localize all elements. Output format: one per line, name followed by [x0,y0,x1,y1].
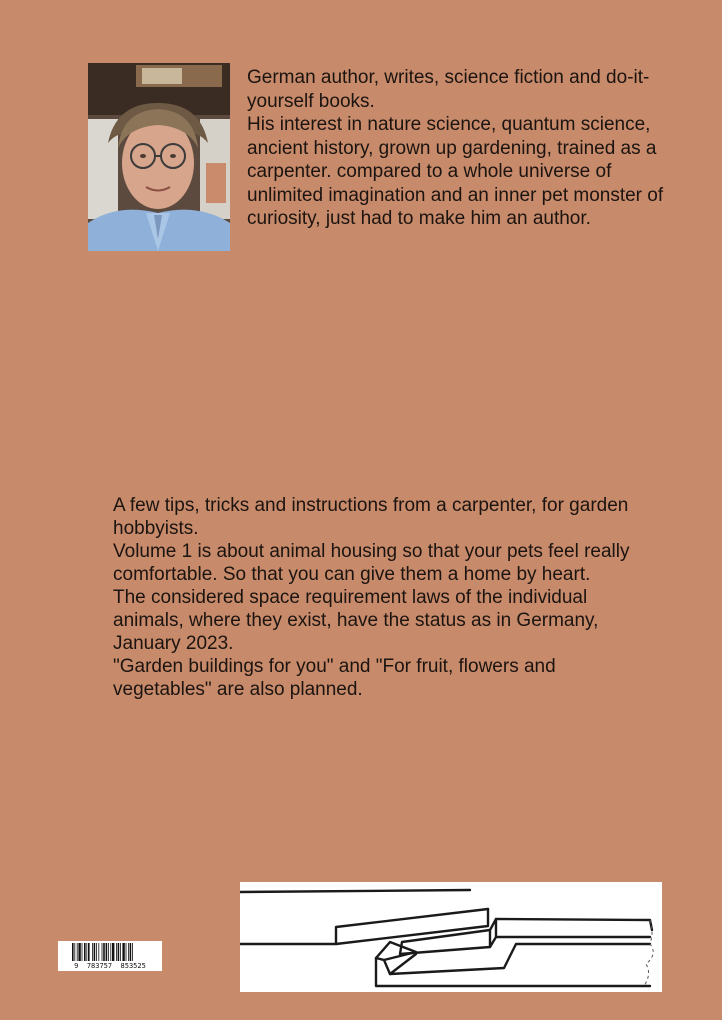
barcode-bar [94,943,96,961]
isbn-barcode [58,941,162,971]
barcode-bar [78,943,80,961]
barcode-bar [74,943,75,961]
wood-joint-sketch-icon [240,882,662,992]
author-photo [88,63,230,251]
author-portrait-icon [88,63,230,251]
barcode-bar [102,943,103,961]
book-description-line: Volume 1 is about animal housing so that your pets feel really comfortable. So that you can give them a home by heart. [113,541,630,585]
author-bio-line: German author, writes, science fiction and do-it-yourself books. [247,67,650,112]
barcode-bar [103,943,105,961]
barcode-bar [82,943,83,961]
barcode-bar [108,943,109,961]
barcode-bar [126,943,127,961]
barcode-bar [92,943,93,961]
author-bio [247,66,687,231]
barcode-bar [130,943,132,961]
barcode-bar [106,943,108,961]
barcode-bar [110,943,111,961]
book-description-line: A few tips, tricks and instructions from a carpenter, for garden hobbyists. [113,495,629,539]
barcode-bar [132,943,133,961]
barcode-bar [86,943,87,961]
barcode-bar [128,943,129,961]
barcode-bar [118,943,120,961]
author-bio-line: His interest in nature science, quantum science, ancient history, grown up gardening, trained as a carpenter. compared to a whole universe of unlimited imagination and an inner pet monster of curiosity, just had to make him an author. [247,114,664,229]
barcode-bar [112,943,114,961]
barcode-digits: 9 783757 853525 [74,962,146,970]
barcode-bar [116,943,117,961]
barcode-bar [77,943,78,961]
barcode-bar [72,943,74,961]
barcode-bar [122,943,124,961]
barcode-bar [98,943,99,961]
barcode-bar [96,943,97,961]
book-description-line: The considered space requirement laws of the individual animals, where they exist, have the status as in Germany, January 2023. [113,587,599,654]
book-description [113,494,633,701]
book-description-line: "Garden buildings for you" and "For fruit, flowers and vegetables" are also planned. [113,656,556,700]
barcode-bar [84,943,86,961]
barcode-icon [58,941,162,963]
wood-joint-illustration [240,882,662,992]
barcode-bar [88,943,90,961]
barcode-bar [120,943,121,961]
